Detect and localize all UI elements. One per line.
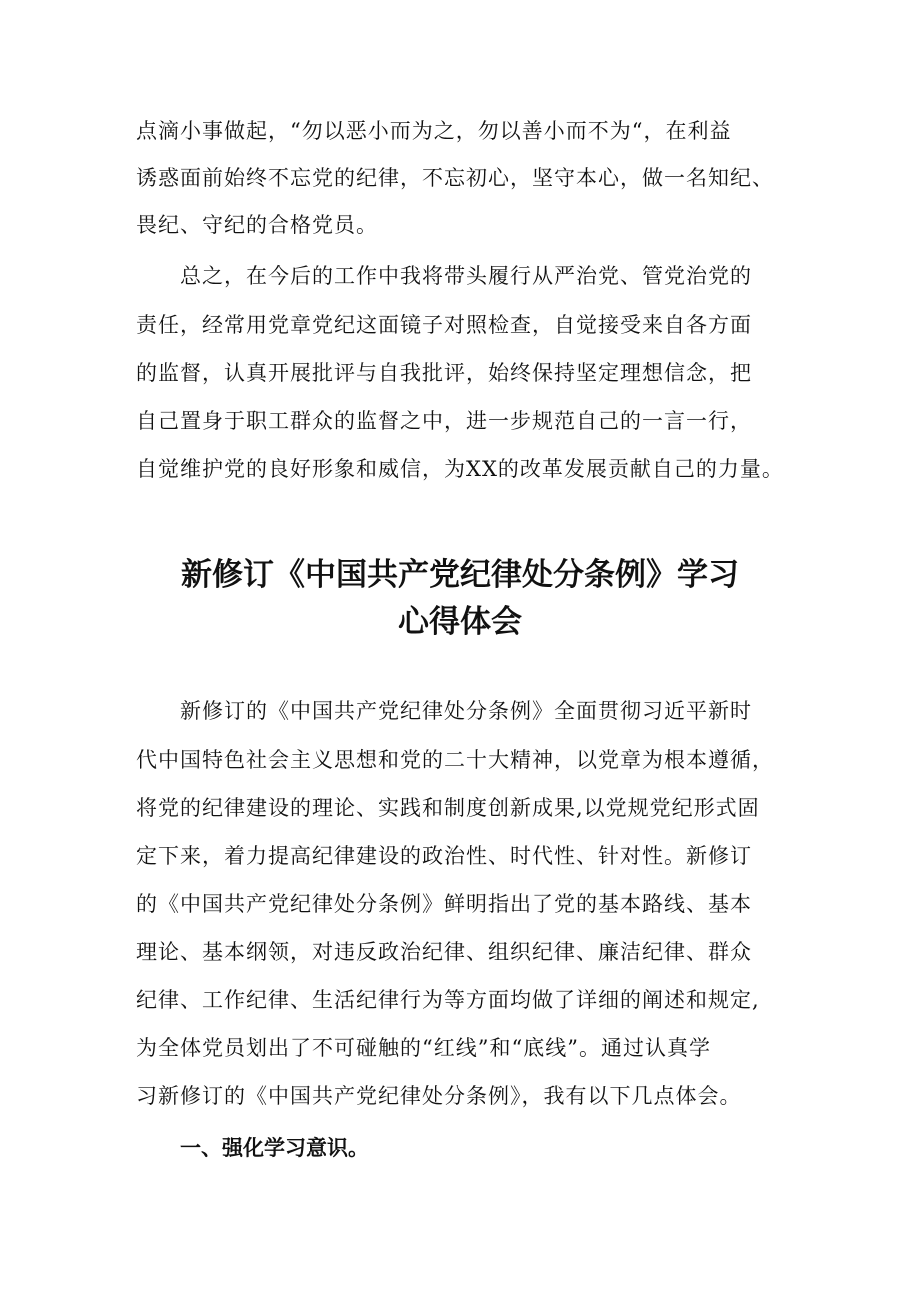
intro-line-1: 点滴小事做起，“勿以恶小而为之，勿以善小而不为“，在利益 (136, 119, 732, 143)
body-line-3: 将党的纪律建设的理论、实践和制度创新成果,以党规党纪形式固 (136, 796, 760, 820)
body-line-5: 的《中国共产党纪律处分条例》鲜明指出了党的基本路线、基本 (136, 892, 752, 916)
article-title-line-1: 新修订《中国共产党纪律处分条例》学习 (181, 557, 739, 593)
summary-line-4: 自己置身于职工群众的监督之中，进一步规范自己的一言一行， (136, 409, 752, 433)
body-line-2: 代中国特色社会主义思想和党的二十大精神，以党章为根本遵循， (136, 748, 774, 772)
summary-line-3: 的监督，认真开展批评与自我批评，始终保持坚定理想信念，把 (136, 361, 752, 385)
body-line-4: 定下来，着力提高纪律建设的政治性、时代性、针对性。新修订 (136, 844, 752, 868)
intro-line-2: 诱惑面前始终不忘党的纪律，不忘初心，坚守本心，做一名知纪、 (136, 166, 774, 190)
summary-line-1: 总之，在今后的工作中我将带头履行从严治党、管党治党的 (180, 264, 752, 288)
body-line-7: 纪律、工作纪律、生活纪律行为等方面均做了详细的阐述和规定, (136, 988, 760, 1012)
article-title-line-2: 心得体会 (398, 604, 522, 640)
section-heading: 一、强化学习意识。 (180, 1136, 369, 1160)
body-line-8: 为全体党员划出了不可碰触的“红线”和“底线”。通过认真学 (136, 1036, 711, 1060)
body-line-1: 新修订的《中国共产党纪律处分条例》全面贯彻习近平新时 (180, 699, 752, 723)
body-line-6: 理论、基本纲领，对违反政治纪律、组织纪律、廉洁纪律、群众 (136, 940, 752, 964)
summary-line-2: 责任，经常用党章党纪这面镜子对照检查，自觉接受来自各方面 (136, 313, 752, 337)
intro-line-3: 畏纪、守纪的合格党员。 (136, 213, 378, 237)
summary-line-5: 自觉维护党的良好形象和威信，为XX的改革发展贡献自己的力量。 (136, 457, 784, 481)
body-line-9: 习新修订的《中国共产党纪律处分条例》，我有以下几点体会。 (136, 1084, 742, 1108)
